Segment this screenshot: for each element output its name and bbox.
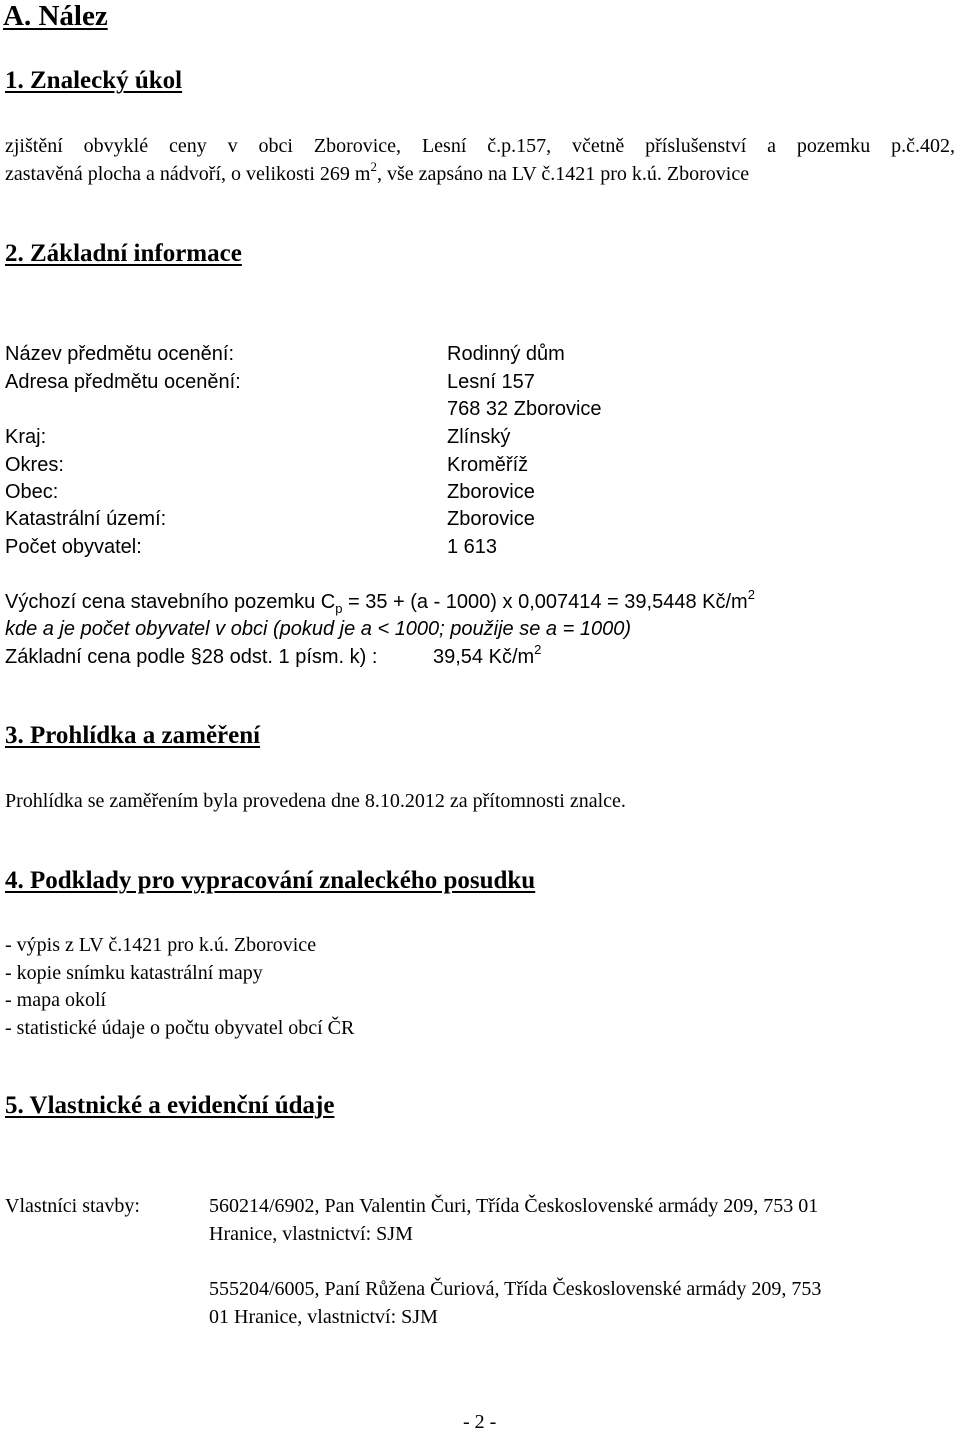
info-value: Zborovice [447,481,535,503]
formula-sub: p [335,601,343,616]
base-price-value [433,643,541,673]
info-value: Rodinný dům [447,343,565,365]
list-item: - statistické údaje o počtu obyvatel obcí ČR [5,1017,355,1039]
ownership-heading: 5. Vlastnické a evidenční údaje [5,1092,335,1119]
info-value: Kroměříž [447,454,529,476]
owners-label: Vlastníci stavby: [5,1195,140,1217]
task-text-line1: zjištění obvyklé ceny v obci Zborovice, Lesní č.p.157, včetně příslušenství a pozemku p.č.402, [5,135,955,157]
info-value: Zborovice [447,508,535,530]
info-label: Okres: [5,454,64,476]
info-value: Lesní 157 [447,371,535,393]
owner2-line1: 555204/6005, Paní Růžena Čuriová, Třída Československé armády 209, 753 [209,1278,822,1300]
inspection-heading: 3. Prohlídka a zaměření [5,722,261,749]
base-price-label: Základní cena podle §28 odst. 1 písm. k) : [5,646,378,668]
formula-note: kde a je počet obyvatel v obci (pokud je a < 1000; použije se a = 1000) [5,618,631,640]
info-label: Kraj: [5,426,47,448]
section-title: A. Nález [3,0,108,32]
info-label: Obec: [5,481,59,503]
basic-heading: 2. Základní informace [5,240,242,267]
task-text-line2 [5,160,749,190]
inspection-text: Prohlídka se zaměřením byla provedena dne 8.10.2012 za přítomnosti znalce. [5,790,626,812]
list-item: - výpis z LV č.1421 pro k.ú. Zborovice [5,934,317,956]
formula-post: = 35 + (a - 1000) x 0,007414 = 39,5448 Kč/m [342,591,748,613]
info-label: Katastrální území: [5,508,167,530]
formula-pre: Výchozí cena stavebního pozemku C [5,591,336,613]
base-value-text: 39,54 Kč/m [433,646,535,668]
task-heading: 1. Znalecký úkol [5,67,183,94]
formula-sup: 2 [747,587,755,602]
page-number: - 2 - [463,1411,497,1433]
info-label: Počet obyvatel: [5,536,142,558]
sources-heading: 4. Podklady pro vypracování znaleckého posudku [5,867,536,894]
info-label: Adresa předmětu ocenění: [5,371,241,393]
info-label: Název předmětu ocenění: [5,343,235,365]
price-formula [5,588,755,618]
info-value: Zlínský [447,426,511,448]
list-item: - mapa okolí [5,989,107,1011]
owner2-line2: 01 Hranice, vlastnictví: SJM [209,1306,438,1328]
owner1-line2: Hranice, vlastnictví: SJM [209,1223,413,1245]
base-value-sup: 2 [534,642,542,657]
info-value: 1 613 [447,536,498,558]
list-item: - kopie snímku katastrální mapy [5,962,263,984]
task-line2-post: , vše zapsáno na LV č.1421 pro k.ú. Zborovice [376,163,750,185]
info-value: 768 32 Zborovice [447,398,602,420]
owner1-line1: 560214/6902, Pan Valentin Čuri, Třída Československé armády 209, 753 01 [209,1195,819,1217]
task-line2-sup: 2 [370,159,377,174]
task-line2-pre: zastavěná plocha a nádvoří, o velikosti 269 m [5,163,371,185]
